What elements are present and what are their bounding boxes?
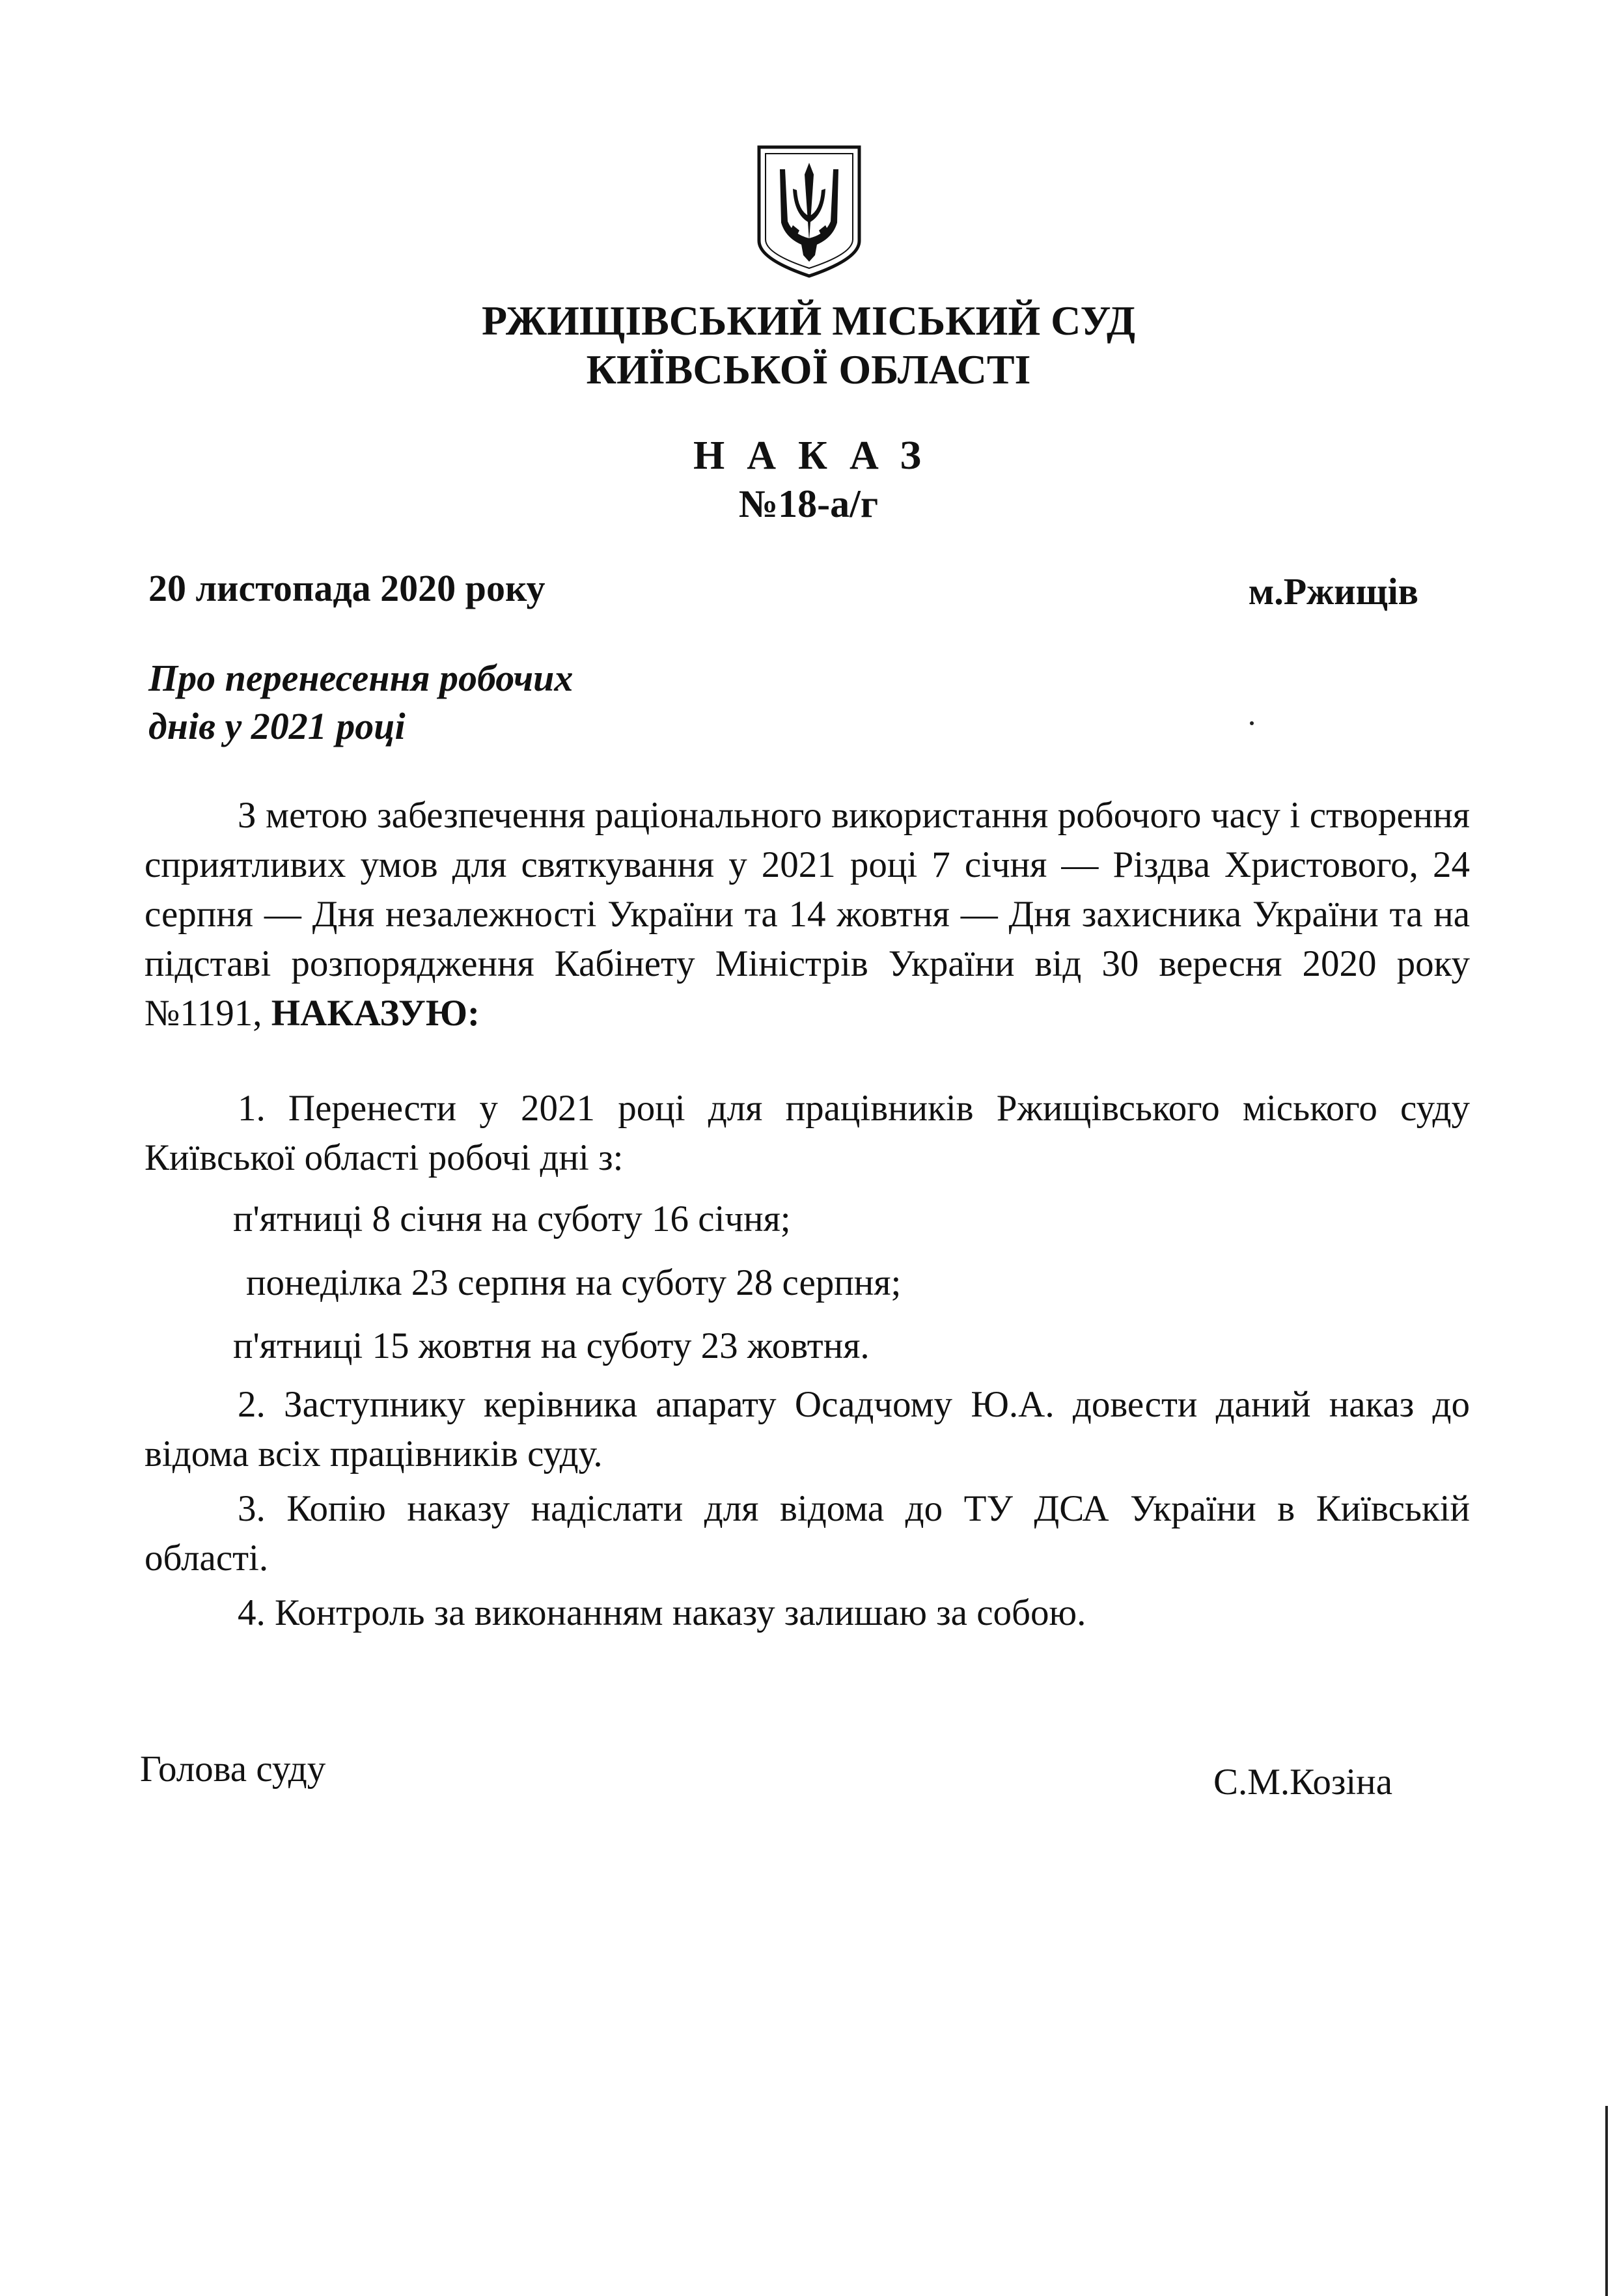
item-2-paragraph	[145, 1380, 1470, 1479]
signature-name: С.М.Козіна	[1213, 1762, 1392, 1803]
item-1-sub-3: п'ятниці 15 жовтня на суботу 23 жовтня.	[233, 1325, 870, 1366]
order-number: №18-а/г	[738, 482, 879, 525]
intro-emphasis: НАКАЗУЮ:	[271, 993, 480, 1034]
subject-line2: днів у 2021 році	[148, 705, 406, 747]
order-place: м.Ржищів	[1248, 570, 1418, 613]
intro-text: З метою забезпечення раціонального використання робочого часу і створення сприятливих умов для святкування у 2021 році 7 січня — Різдва Христового, 24 серпня — Дня незалежності України та 14 жовтня — Дня захисника України та на підставі розпорядження Кабінету Міністрів України від 30 вересня 2020 року №1191,	[145, 795, 1470, 1034]
item-1-text: 1. Перенести у 2021 році для працівників Ржищівського міського суду Київської області робочі дні з:	[145, 1088, 1470, 1178]
item-1-sub-1: п'ятниці 8 січня на суботу 16 січня;	[233, 1198, 791, 1239]
order-date: 20 листопада 2020 року	[148, 567, 546, 609]
item-4-text: 4. Контроль за виконанням наказу залишаю за собою.	[238, 1592, 1086, 1633]
item-1-sub-2: понеділка 23 серпня на суботу 28 серпня;	[246, 1262, 902, 1303]
item-3-paragraph	[145, 1484, 1470, 1583]
item-3-text: 3. Копію наказу надіслати для відома до ТУ ДСА України в Київській області.	[145, 1488, 1470, 1579]
subject-line1: Про перенесення робочих	[148, 657, 574, 699]
court-name-line2: КИЇВСЬКОЇ ОБЛАСТІ	[586, 346, 1031, 393]
item-4-paragraph	[145, 1588, 1470, 1638]
order-subject	[148, 654, 573, 751]
scan-edge-line	[1605, 2106, 1608, 2296]
stray-dot-mark	[1250, 721, 1254, 725]
document-type-title: НАКАЗ	[693, 434, 943, 478]
court-name-line1: РЖИЩІВСЬКИЙ МІСЬКИЙ СУД	[482, 297, 1135, 344]
signature-role: Голова суду	[140, 1749, 326, 1790]
intro-paragraph	[145, 791, 1470, 1038]
item-1-paragraph	[145, 1084, 1470, 1183]
item-2-text: 2. Заступнику керівника апарату Осадчому Ю.А. довести даний наказ до відома всіх працівників суду.	[145, 1384, 1470, 1474]
trident-coat-of-arms-icon	[754, 143, 864, 280]
